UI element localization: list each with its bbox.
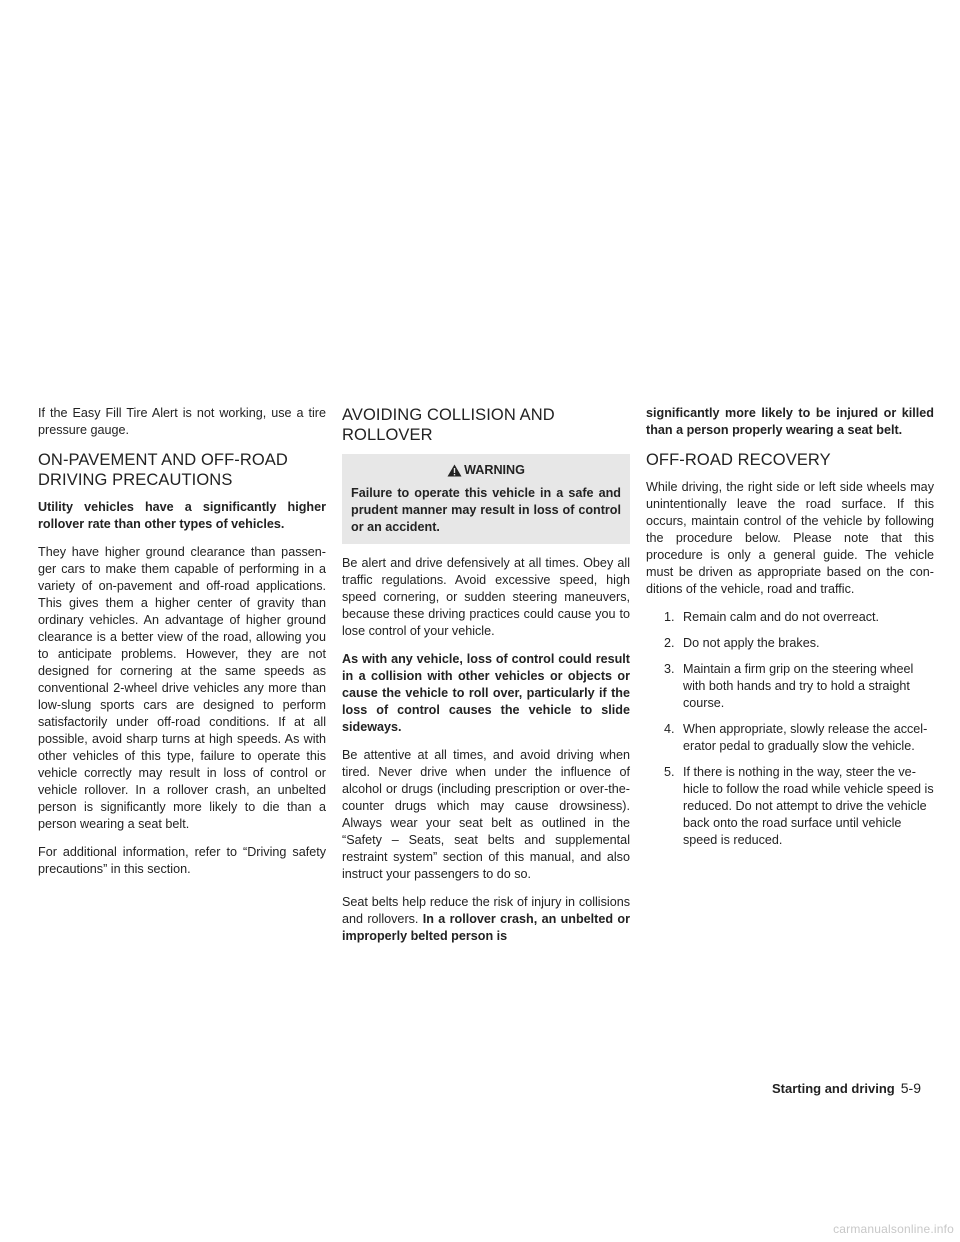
heading-line: ROLLOVER	[342, 426, 433, 444]
heading-avoiding-collision	[342, 405, 630, 445]
seat-belt-bold-text: In a rollover crash, an unbelted or improperly belted person is	[342, 912, 630, 943]
step-text: Do not apply the brakes.	[683, 636, 820, 650]
column-right	[646, 405, 934, 858]
tire-gauge-note: If the Easy Fill Tire Alert is not working, use a tire pressure gauge.	[38, 406, 326, 437]
ground-clearance-paragraph: They have higher ground clearance than passenger cars to make them capable of performing in a variety of on-pavement and off-road applications. This gives them a higher center of gravity than ordinary vehicles. An advantage of higher ground clearance is a better view of the road, allowing you to anticipate problems. However, they are not designed for cornering at the same speeds as conventional 2-wheel drive vehicles any more than low-slung sports cars are designed to perform satisfactorily under off-road conditions. If at all possible, avoid sharp turns at high speeds. As with other vehicles of this type, failure to operate this vehicle correctly may result in loss of control or vehicle rollover. In a rollover crash, an unbelted person is significantly more likely to die than a person wearing a seat belt.	[38, 545, 326, 831]
heading-on-pavement-off-road	[38, 450, 326, 490]
recovery-steps-list	[664, 609, 934, 849]
list-item	[664, 661, 934, 712]
warning-text: Failure to operate this vehicle in a safe and prudent manner may result in loss of control or an accident.	[351, 486, 621, 534]
attentive-driving-paragraph: Be attentive at all times, and avoid driving when tired. Never drive when under the influence of alcohol or drugs (including prescription or over-the-counter drugs which may cause drowsiness). Always wear your seat belt as outlined in the “Safety – Seats, seat belts and supplemental restraint system” section of this manual, and also instruct your passengers to do so.	[342, 748, 630, 881]
off-road-recovery-intro: While driving, the right side or left side wheels may unintentionally leave the road surface. If this occurs, maintain control of the vehicle by following the procedure below. Please note that this procedure is only a general guide. The vehicle must be driven as appropriate based on the conditions of the vehicle, road and traffic.	[646, 480, 934, 596]
step-text: When appropriate, slowly release the accelerator pedal to gradually slow the vehicle.	[683, 722, 928, 753]
warning-triangle-icon	[447, 464, 462, 477]
page-number: 5-9	[900, 1080, 921, 1096]
additional-info-paragraph: For additional information, refer to “Driving safety precautions” in this section.	[38, 845, 326, 876]
warning-label: WARNING	[464, 463, 525, 477]
column-left	[38, 405, 326, 889]
step-number: 2.	[664, 636, 675, 650]
step-number: 1.	[664, 610, 675, 624]
seat-belt-text: Seat belts help reduce the risk of injury in collisions and rollovers.	[342, 895, 630, 926]
heading-line: ON-PAVEMENT AND OFF-ROAD	[38, 451, 288, 469]
heading-line: AVOIDING COLLISION AND	[342, 406, 555, 424]
heading-line: DRIVING PRECAUTIONS	[38, 471, 233, 489]
rollover-rate-statement: Utility vehicles have a significantly higher rollover rate than other types of vehicles.	[38, 500, 326, 531]
list-item	[664, 609, 934, 626]
loss-of-control-statement: As with any vehicle, loss of control could result in a collision with other vehicles or objects or cause the vehicle to roll over, particularly if the loss of control causes the vehicle to slide sideways.	[342, 652, 630, 734]
seat-belt-continuation: significantly more likely to be injured or killed than a person properly wearing a seat belt.	[646, 406, 934, 437]
step-number: 5.	[664, 765, 675, 779]
step-number: 3.	[664, 662, 675, 676]
defensive-driving-paragraph: Be alert and drive defensively at all times. Obey all traffic regulations. Avoid excessive speed, high speed cornering, or sudden steering maneuvers, because these driving practices could cause you to lose control of your vehicle.	[342, 556, 630, 638]
step-text: Maintain a firm grip on the steering wheel with both hands and try to hold a straight course.	[683, 662, 914, 710]
warning-header	[351, 462, 621, 479]
warning-box	[342, 454, 630, 544]
heading-off-road-recovery: OFF-ROAD RECOVERY	[646, 451, 831, 469]
page-footer	[772, 1080, 921, 1096]
footer-section-title: Starting and driving	[771, 1081, 895, 1096]
column-middle	[342, 405, 630, 956]
step-text: Remain calm and do not overreact.	[683, 610, 880, 624]
step-number: 4.	[664, 722, 675, 736]
step-text: If there is nothing in the way, steer the vehicle to follow the road while vehicle speed is reduced. Do not attempt to drive the vehicle back onto the road surface until vehicle speed is reduced.	[683, 765, 934, 847]
list-item	[664, 635, 934, 652]
list-item	[664, 721, 934, 755]
watermark: carmanualsonline.info	[833, 1222, 954, 1236]
seat-belt-paragraph	[342, 894, 630, 945]
list-item	[664, 764, 934, 849]
